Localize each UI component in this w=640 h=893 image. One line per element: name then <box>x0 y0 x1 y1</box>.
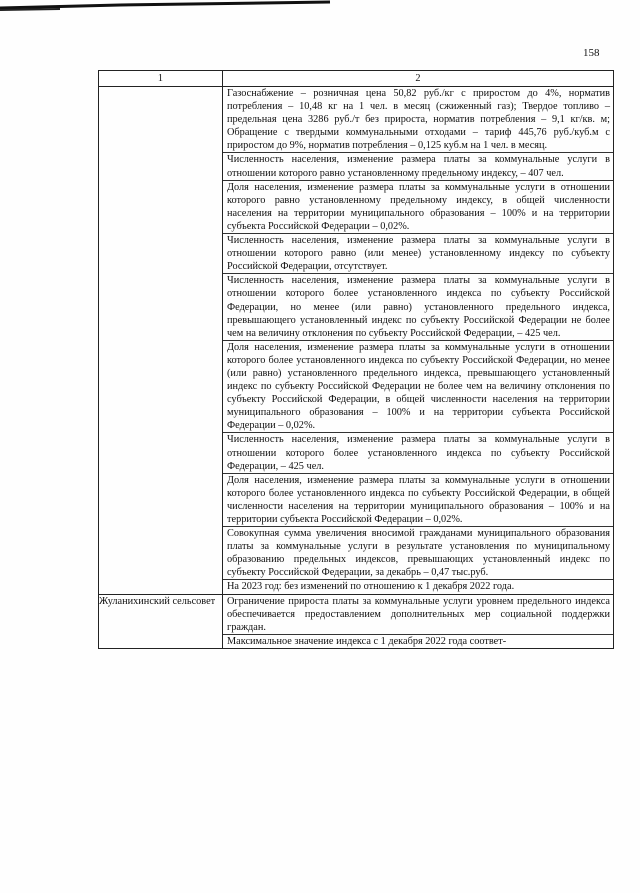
table-row <box>99 594 614 648</box>
paragraph: Доля населения, изменение размера платы за коммунальные услуги в отношении которого равно установленному предельному индексу, в общей численности населения на территории муниципального образования – 100% и на территории субъекта Российской Федерации – 0,02%. <box>223 181 613 234</box>
paragraph: Газоснабжение – розничная цена 50,82 руб./кг с приростом до 4%, норматив потребления – 10,48 кг на 1 чел. в месяц (сжиженный газ); Твердое топливо – предельная цена 3286 руб./т без прироста, норматив потребления – 9,1 кг/кв. м; Обращение с твердыми коммунальными отходами – тариф 445,76 руб./куб.м с приростом до 9%, норматив потребления – 0,125 куб.м на 1 чел. в месяц. <box>223 87 613 153</box>
page-number: 158 <box>583 47 600 59</box>
paragraph: Максимальное значение индекса с 1 декабря 2022 года соответ- <box>227 635 507 647</box>
row-label <box>99 87 223 595</box>
paragraph: Численность населения, изменение размера платы за коммунальные услуги в отношении которого равно установленному предельному индексу, – 407 чел. <box>223 153 613 180</box>
paragraph: Доля населения, изменение размера платы за коммунальные услуги в отношении которого более установленного индекса по субъекту Российской Федерации, но менее (или равно) установленного предельного индекса, превышающего установленный индекс по субъекту Российской Федерации не более чем на величину отклонения по субъекту Российской Федерации, в общей численности населения на территории муниципального образования – 100% и на территории субъекта Российской Федерации – 0,02%. <box>223 341 613 434</box>
row-content <box>223 594 614 648</box>
column-header-1: 1 <box>99 71 223 87</box>
table-header-row <box>99 71 614 87</box>
table-row <box>99 87 614 595</box>
row-label: Жуланихинский сельсовет <box>99 594 223 648</box>
document-table <box>98 70 614 649</box>
paragraph: На 2023 год: без изменений по отношению к 1 декабря 2022 года. <box>227 581 515 593</box>
scan-edge-mark <box>0 0 640 12</box>
paragraph: Численность населения, изменение размера платы за коммунальные услуги в отношении которого более установленного индекса по субъекту Российской Федерации, – 425 чел. <box>223 433 613 473</box>
row-content <box>223 87 614 595</box>
paragraph: Доля населения, изменение размера платы за коммунальные услуги в отношении которого более установленного индекса по субъекту Российской Федерации, в общей численности населения на территории муниципального образования – 100% и на территории субъекта Российской Федерации – 0,02%. <box>223 474 613 527</box>
paragraph: Численность населения, изменение размера платы за коммунальные услуги в отношении которого более установленного индекса по субъекту Российской Федерации, но менее (или равно) установленного предельного индекса, превышающего установленный индекс по субъекту Российской Федерации не более чем на величину отклонения по субъекту Российской Федерации, – 425 чел. <box>223 274 613 340</box>
paragraph: Совокупная сумма увеличения вносимой гражданами муниципального образования платы за коммунальные услуги в результате установления по муниципальному образованию предельных индексов, превышающих установленный индекс по субъекту Российской Федерации, за декабрь – 0,47 тыс.руб. <box>223 527 613 580</box>
paragraph: Ограничение прироста платы за коммунальные услуги уровнем предельного индекса обеспечивается предоставлением дополнительных мер социальной поддержки граждан. <box>223 595 613 635</box>
paragraph: Численность населения, изменение размера платы за коммунальные услуги в отношении которого равно (или менее) установленному индексу по субъекту Российской Федерации, отсутствует. <box>223 234 613 274</box>
column-header-2: 2 <box>223 71 614 87</box>
